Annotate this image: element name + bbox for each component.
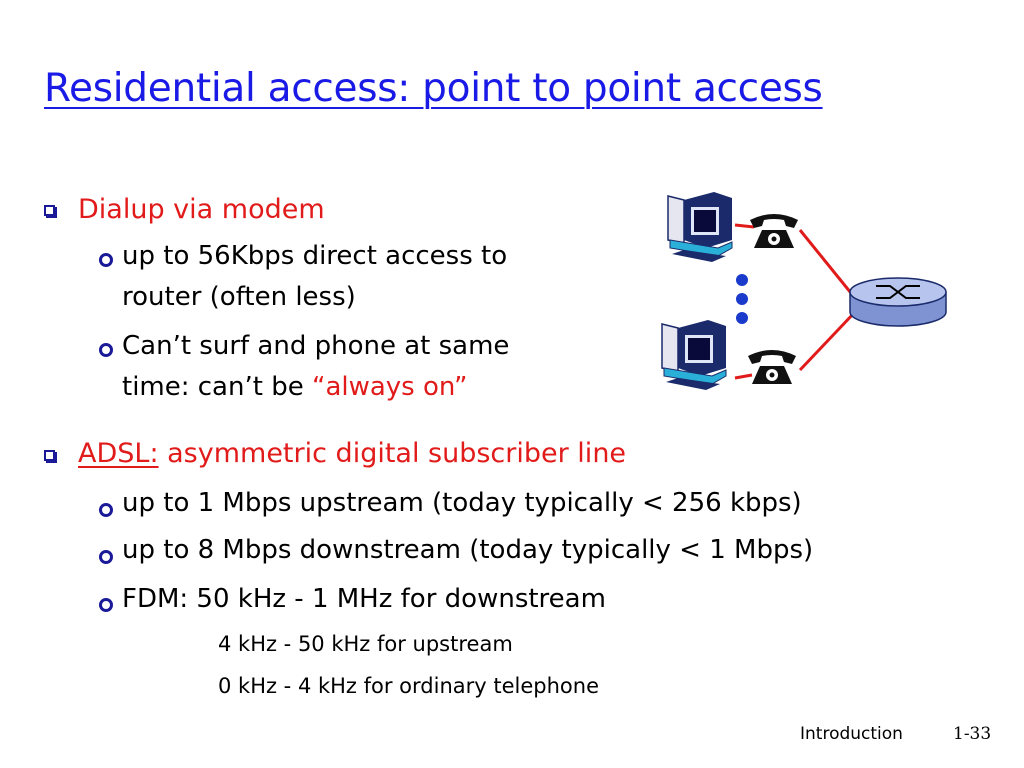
dialup-item-1-line1: up to 56Kbps direct access to xyxy=(122,241,508,271)
adsl-subitem-2: 0 kHz - 4 kHz for ordinary telephone xyxy=(218,674,599,698)
computer-icon xyxy=(662,320,726,390)
circle-bullet-icon xyxy=(99,550,113,564)
circle-bullet-icon xyxy=(99,253,113,267)
ellipsis-dots-icon xyxy=(736,274,748,324)
dialup-item-2-line1: Can’t surf and phone at same xyxy=(122,331,510,361)
dialup-network-diagram xyxy=(650,180,950,405)
square-bullet-icon xyxy=(44,450,55,461)
telephone-icon xyxy=(750,214,798,248)
dialup-heading: Dialup via modem xyxy=(78,194,325,225)
dialup-item-2-line2 xyxy=(122,372,467,402)
telephone-icon xyxy=(748,350,796,384)
circle-bullet-icon xyxy=(99,598,113,612)
computer-icon xyxy=(668,192,732,262)
slide-number: 1-33 xyxy=(953,724,992,744)
adsl-item-3: FDM: 50 kHz - 1 MHz for downstream xyxy=(122,584,606,614)
adsl-heading xyxy=(78,438,626,469)
adsl-item-1: up to 1 Mbps upstream (today typically < 256 kbps) xyxy=(122,488,802,518)
router-icon xyxy=(850,278,946,326)
square-bullet-icon xyxy=(44,205,55,216)
dialup-item-1-line2: router (often less) xyxy=(122,282,356,312)
adsl-heading-rest: asymmetric digital subscriber line xyxy=(158,438,627,469)
adsl-item-2: up to 8 Mbps downstream (today typically < 1 Mbps) xyxy=(122,535,814,565)
footer-label: Introduction xyxy=(800,724,903,744)
adsl-subitem-1: 4 kHz - 50 kHz for upstream xyxy=(218,632,513,656)
circle-bullet-icon xyxy=(99,503,113,517)
dialup-item-2-text: time: can’t be xyxy=(122,372,312,402)
circle-bullet-icon xyxy=(99,343,113,357)
slide-title: Residential access: point to point access xyxy=(44,66,823,111)
adsl-acronym: ADSL: xyxy=(78,438,159,469)
always-on-text: “always on” xyxy=(311,372,468,402)
